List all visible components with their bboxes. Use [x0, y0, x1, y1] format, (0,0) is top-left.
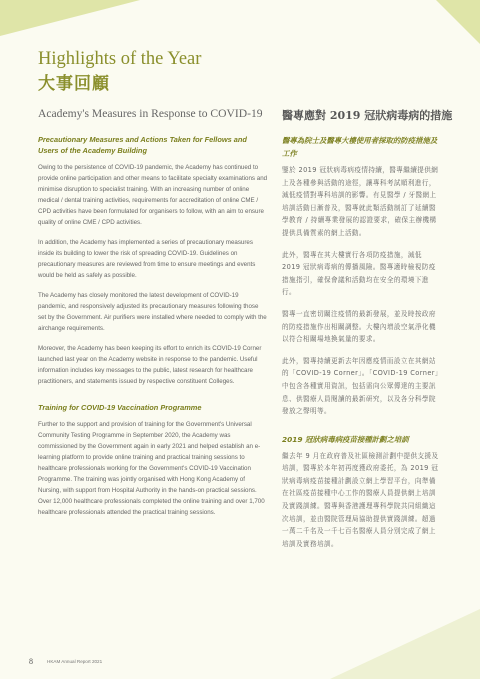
paragraph-zh-5: 繼去年 9 月在政府普及社區檢測計劃中提供支援及培訓，醫專於本年初再度獲政府委托，為 2019 冠狀病毒病疫苗接種計劃設立網上學習平台，向準備在社區疫苗接種中心工作的醫療人員提供網上培訓及實踐訓練。醫專與香港護理專科學院共同組織這次培訓，並由醫院管理局協助提供實踐訓練。超過一萬二千名及一千七百名醫療人員分別完成了網上培訓及實務培訓。: [282, 451, 439, 548]
page-number: 8: [29, 657, 33, 666]
decorative-corner-top-right: [436, 0, 480, 44]
footer-text: HKAM Annual Report 2021: [47, 659, 103, 664]
paragraph-en-3: The Academy has closely monitored the latest development of COVID-19 pandemic, and responsively adjusted its precautionary measures following those set by the Government. Air purifiers were installed where needed to comply with the airchange requirements.: [38, 292, 267, 332]
subheading-precautionary-en: Precautionary Measures and Actions Taken for Fellows and Users of the Academy Building: [38, 135, 247, 155]
section-title-zh: 醫專應對 2019 冠狀病毒病的措施: [282, 109, 453, 122]
paragraph-zh-1: 鑒於 2019 冠狀病毒病疫情持續，醫專繼續提供網上及各種參與活動的途徑，讓專科考試順利進行，減低疫情對專科培訓的影響。有見醫學 / 牙醫網上培訓活動日漸普及，醫專就此類活動制訂了延續醫學教育 / 持續專業發展的認證要求，確保主辦機構提供具備質素的網上活動。: [282, 166, 439, 237]
chinese-column: [282, 107, 453, 559]
subheading-vaccination-en: Training for COVID-19 Vaccination Programme: [38, 403, 202, 412]
paragraph-en-5: Further to the support and provision of training for the Government's Universal Community Testing Programme in September 2020, the Academy was commissioned by the Government again in early 2021 and helped establish an e-learning platform to provide online training and practical training sessions to healthcare professionals working for the Government's COVID-19 Vaccination Programme. The training was jointly organised with Hong Kong Academy of Nursing, with support from Hospital Authority in the hands-on practical sessions. Over 12,000 healthcare professionals completed the online training and over 1,700 healthcare professionals attended the practical training sessions.: [38, 421, 265, 516]
subheading-vaccination-zh: 2019 冠狀病毒病疫苗接種計劃之培訓: [282, 434, 409, 444]
paragraph-en-2: In addition, the Academy has implemented a series of precautionary measures inside its building to lower the risk of spreading COVID-19. Guidelines on precautionary measures are reviewed from time to ensure meetings and events would be held as safely as possible.: [38, 239, 256, 279]
decorative-corner-bottom-right: [330, 609, 480, 679]
paragraph-en-1: Owing to the persistence of COVID-19 pandemic, the Academy has continued to provide online participation and other means to facilitate specialty examinations and minimise disruption to specialist training. With an increasing number of online medical / dental training activities, requirements for accreditation of online CME / CPD activities have been formulated for organisers to follow, with an aim to ensure quality of online CME / CPD activities.: [38, 164, 268, 226]
paragraph-zh-2: 此外，醫專在其大樓實行各項防疫措施，減低 2019 冠狀病毒病的傳播風險。醫專適時檢視防疫措施指引，確保會議和活動均在安全的環境下進行。: [282, 250, 436, 297]
decorative-corner-top-left: [0, 0, 140, 36]
subheading-precautionary-zh: 醫專為院士及醫專大樓使用者採取的防疫措施及工作: [282, 136, 438, 158]
paragraph-zh-3: 醫專一直密切關注疫情的最新發展，並及時按政府的防疫措施作出相關調整。大樓內增設空氣淨化機以符合相關場地換氣量的要求。: [282, 309, 436, 344]
paragraph-en-4: Moreover, the Academy has been keeping its effort to enrich its COVID-19 Corner launched last year on the Academy website in response to the pandemic. Useful information includes key messages to the public, latest research for healthcare practitioners, and statements issued by respective constituent Colleges.: [38, 345, 262, 385]
page-title-en: Highlights of the Year: [38, 49, 202, 69]
english-column: [38, 107, 268, 527]
paragraph-zh-4: 此外，醫專持續更新去年因應疫情而設立在其網站的「COVID-19 Corner」。「COVID-19 Corner」中包含各種實用資訊，包括需向公眾傳達的主要訊息、供醫療人員閱讀的最新研究，以及各分科學院發放之聲明等。: [282, 356, 442, 416]
page-title-zh: 大事回顧: [38, 74, 110, 94]
section-title-en: Academy's Measures in Response to COVID-19: [38, 107, 263, 120]
